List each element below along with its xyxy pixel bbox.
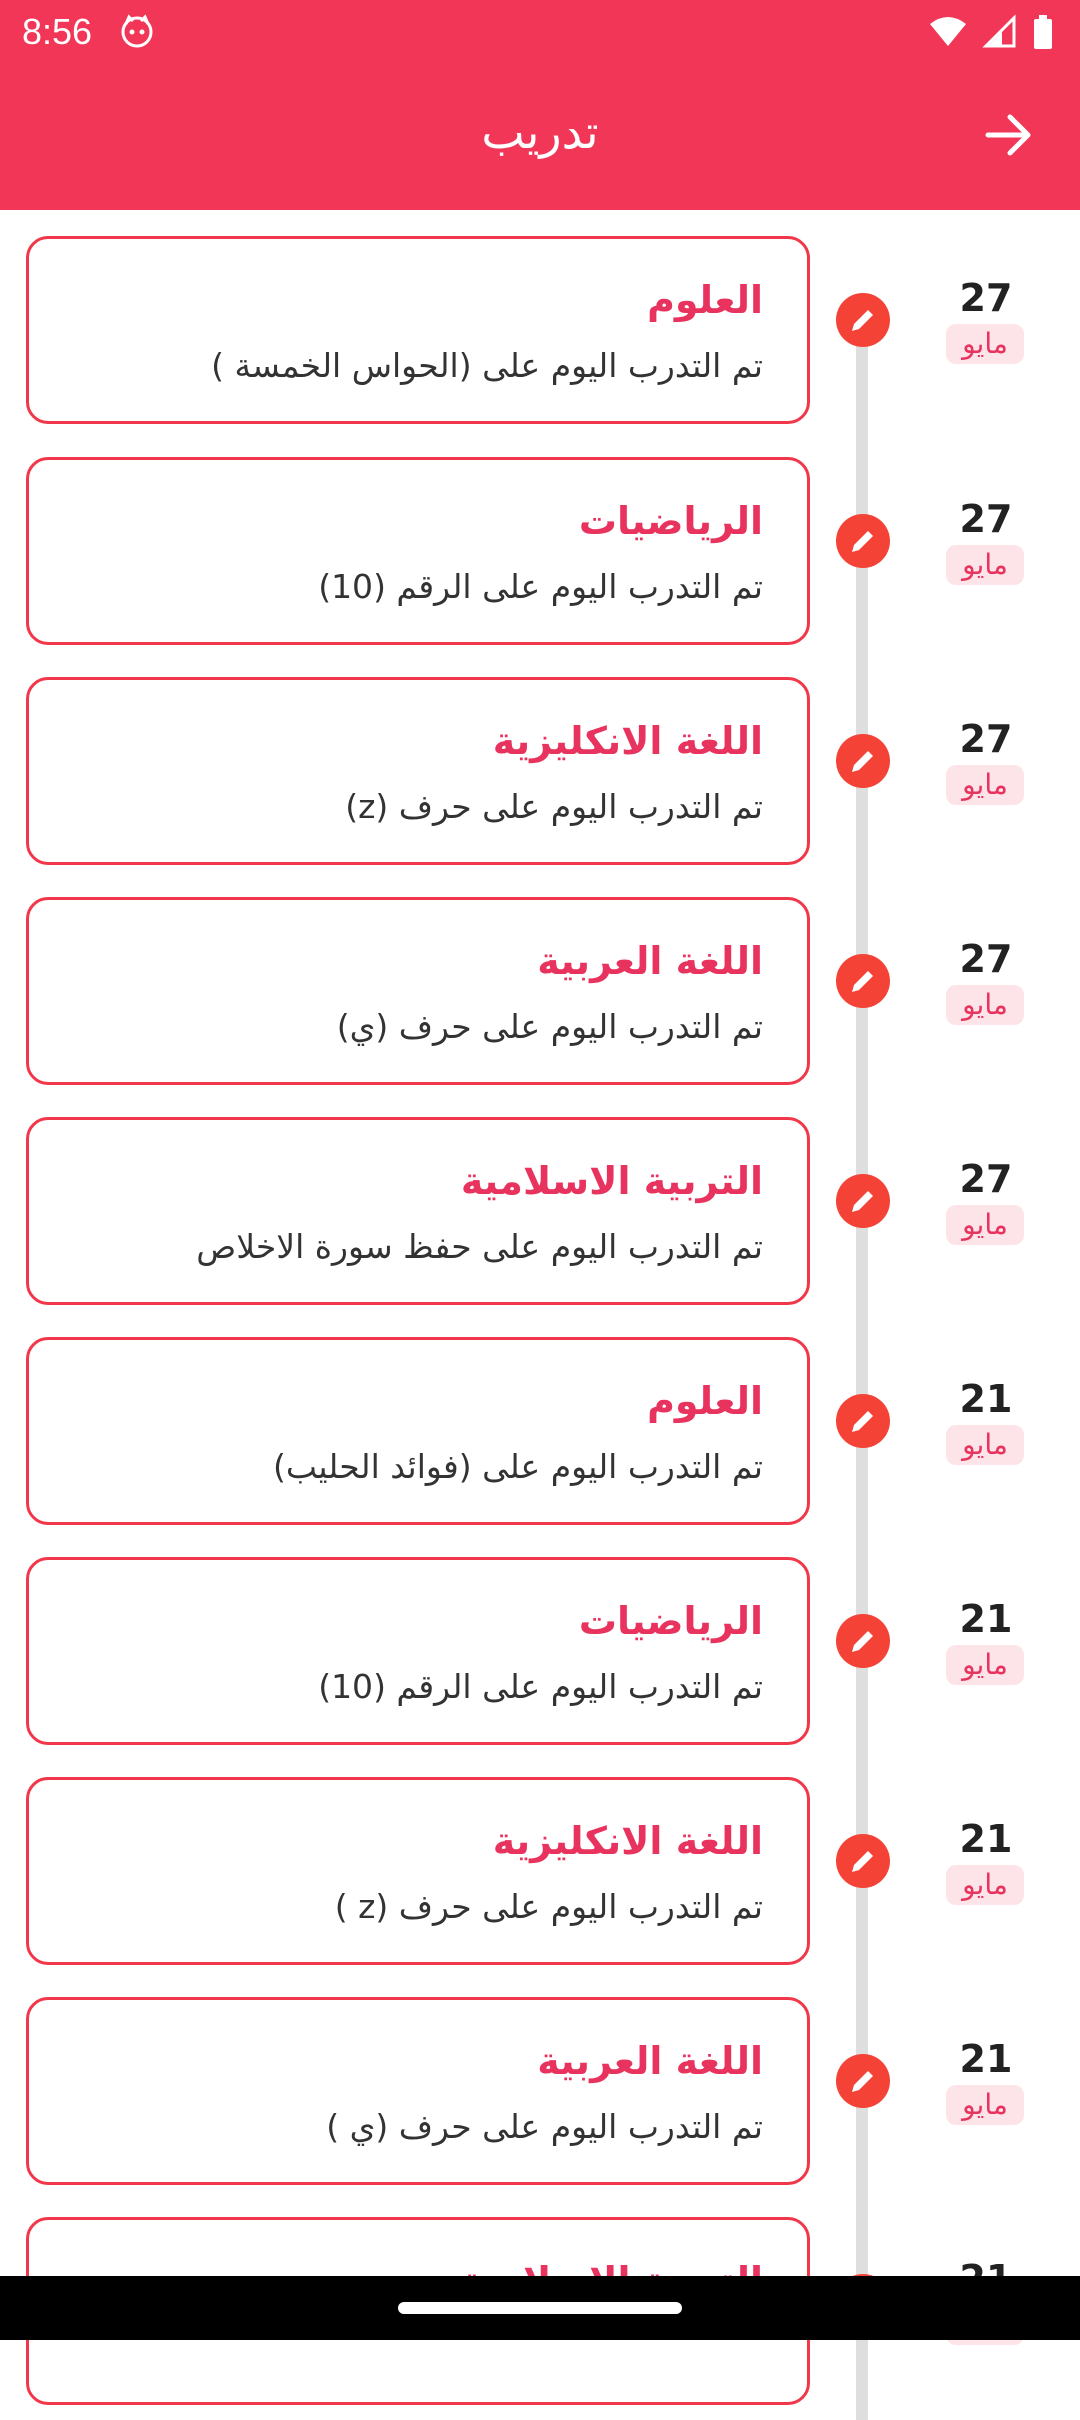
battery-icon [1032, 15, 1054, 49]
navigation-bar [0, 2276, 1080, 2340]
pencil-icon[interactable] [836, 1834, 890, 1888]
subject-title: العلوم [647, 1379, 763, 1423]
pencil-icon[interactable] [836, 1394, 890, 1448]
training-card[interactable] [26, 457, 810, 645]
page-title: تدريب [481, 105, 599, 159]
date-day: 27 [959, 1157, 1013, 1201]
date-month: مايو [946, 1205, 1024, 1245]
list-item[interactable] [0, 651, 1080, 871]
date-day: 27 [959, 276, 1013, 320]
date-day: 21 [959, 1817, 1013, 1861]
date-month: مايو [946, 1425, 1024, 1465]
date-month: مايو [946, 2085, 1024, 2125]
date-month: مايو [946, 765, 1024, 805]
training-description: تم التدرب اليوم على حرف (z) [345, 787, 763, 826]
pencil-icon[interactable] [836, 734, 890, 788]
training-card[interactable] [26, 236, 810, 424]
list-item[interactable] [0, 1751, 1080, 1971]
pencil-icon[interactable] [836, 514, 890, 568]
list-item[interactable] [0, 210, 1080, 430]
training-description: تم التدرب اليوم على حرف (z ) [334, 1887, 763, 1926]
subject-title: اللغة العربية [537, 2039, 763, 2083]
training-description: تم التدرب اليوم على الرقم (10) [318, 567, 763, 606]
training-description: تم التدرب اليوم على (فوائد الحليب) [273, 1447, 763, 1486]
training-list[interactable] [0, 210, 1080, 2276]
list-item[interactable] [0, 1311, 1080, 1531]
list-item[interactable] [0, 1971, 1080, 2191]
training-card[interactable] [26, 1557, 810, 1745]
cat-icon [120, 14, 154, 48]
home-handle[interactable] [398, 2302, 682, 2314]
status-icons [928, 12, 1054, 52]
training-description: تم التدرب اليوم على حرف (ي) [336, 1007, 763, 1046]
training-card[interactable] [26, 1337, 810, 1525]
list-item[interactable] [0, 871, 1080, 1091]
list-item[interactable] [0, 431, 1080, 651]
date-day: 27 [959, 717, 1013, 761]
training-card[interactable] [26, 677, 810, 865]
date-month: مايو [946, 324, 1024, 364]
subject-title: اللغة الانكليزية [492, 719, 763, 763]
app-bar [0, 0, 1080, 210]
pencil-icon[interactable] [836, 1614, 890, 1668]
date-day: 27 [959, 937, 1013, 981]
list-item[interactable] [0, 1091, 1080, 1311]
wifi-icon [928, 16, 968, 48]
signal-icon [984, 16, 1016, 48]
pencil-icon[interactable] [836, 1174, 890, 1228]
subject-title: اللغة الانكليزية [492, 1819, 763, 1863]
training-description: تم التدرب اليوم على حفظ سورة الاخلاص [196, 1227, 763, 1266]
training-description: تم التدرب اليوم على الرقم (10) [318, 1667, 763, 1706]
date-month: مايو [946, 1645, 1024, 1685]
status-time: 8:56 [22, 11, 93, 52]
subject-title: الرياضيات [578, 499, 763, 543]
date-day: 21 [959, 1377, 1013, 1421]
subject-title: العلوم [647, 278, 763, 322]
training-description: تم التدرب اليوم على (الحواس الخمسة ) [211, 346, 763, 385]
date-month: مايو [946, 1865, 1024, 1905]
date-day: 21 [959, 1597, 1013, 1641]
training-card[interactable] [26, 897, 810, 1085]
date-day: 27 [959, 497, 1013, 541]
subject-title: اللغة العربية [537, 939, 763, 983]
subject-title: التربية الاسلامية [460, 1159, 763, 1203]
pencil-icon[interactable] [836, 293, 890, 347]
subject-title: الرياضيات [578, 1599, 763, 1643]
training-description: تم التدرب اليوم على حرف (ي ) [326, 2107, 763, 2146]
pencil-icon[interactable] [836, 2054, 890, 2108]
date-day: 21 [959, 2037, 1013, 2081]
date-month: مايو [946, 985, 1024, 1025]
training-card[interactable] [26, 1117, 810, 1305]
list-item[interactable] [0, 1531, 1080, 1751]
training-card[interactable] [26, 1997, 810, 2185]
pencil-icon[interactable] [836, 954, 890, 1008]
back-arrow-icon[interactable] [982, 108, 1036, 162]
date-month: مايو [946, 545, 1024, 585]
training-card[interactable] [26, 1777, 810, 1965]
